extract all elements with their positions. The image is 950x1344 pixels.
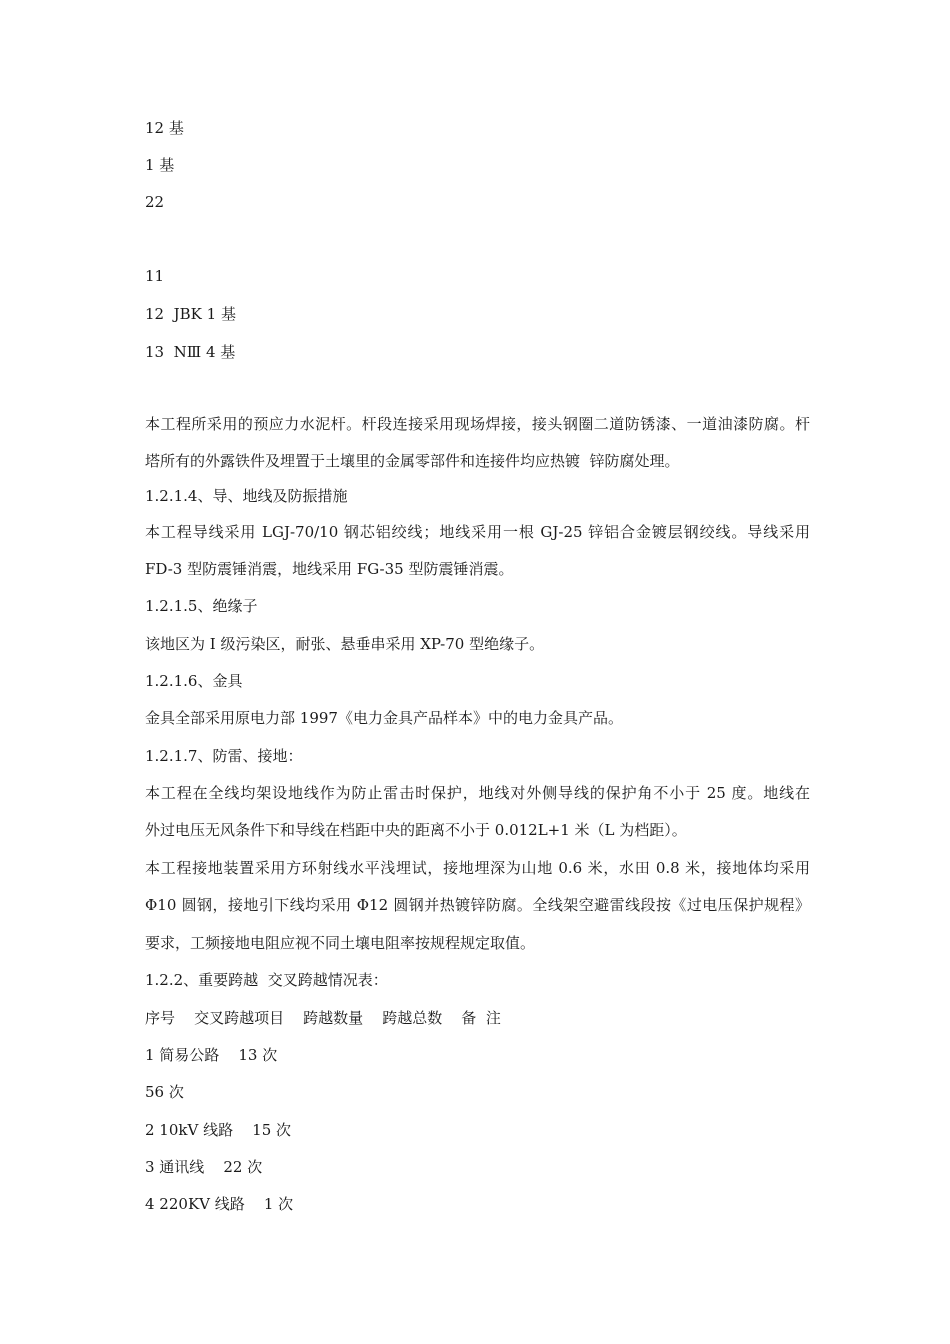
text-line: 22	[145, 193, 165, 211]
table-row: 56 次	[145, 1083, 184, 1101]
paragraph-line: 塔所有的外露铁件及埋置于土壤里的金属零部件和连接件均应热镀 锌防腐处理。	[145, 452, 680, 470]
paragraph-line: FD-3 型防震锤消震，地线采用 FG-35 型防震锤消震。	[145, 560, 514, 578]
table-row: 1 简易公路 13 次	[145, 1046, 278, 1064]
section-heading: 1.2.1.4、导、地线及防振措施	[145, 487, 348, 505]
paragraph-line: 本工程接地装置采用方环射线水平浅埋试，接地埋深为山地 0.6 米，水田 0.8 米，接地体均采用	[145, 859, 810, 877]
paragraph-line: 外过电压无风条件下和导线在档距中央的距离不小于 0.012L+1 米（L 为档距）。	[145, 821, 687, 839]
table-header-line: 序号 交叉跨越项目 跨越数量 跨越总数 备 注	[145, 1009, 501, 1027]
text-line: 12 JBK 1 基	[145, 305, 236, 323]
text-line: 13 NⅢ 4 基	[145, 343, 236, 361]
text-line: 1 基	[145, 156, 175, 174]
section-heading: 1.2.1.5、绝缘子	[145, 597, 258, 615]
table-row: 3 通讯线 22 次	[145, 1158, 263, 1176]
text-line: 11	[145, 267, 165, 285]
paragraph-line: 该地区为 I 级污染区，耐张、悬垂串采用 XP-70 型绝缘子。	[145, 635, 545, 653]
paragraph-line: 要求，工频接地电阻应视不同土壤电阻率按规程规定取值。	[145, 934, 536, 952]
section-heading: 1.2.1.6、金具	[145, 672, 243, 690]
paragraph-line: 本工程在全线均架设地线作为防止雷击时保护，地线对外侧导线的保护角不小于 25 度。地线在	[145, 784, 810, 802]
text-line: 12 基	[145, 119, 184, 137]
paragraph-line: 本工程导线采用 LGJ-70/10 钢芯铝绞线；地线采用一根 GJ-25 锌铝合金镀层钢绞线。导线采用	[145, 523, 810, 541]
section-heading: 1.2.2、重要跨越 交叉跨越情况表：	[145, 971, 388, 989]
paragraph-line: 金具全部采用原电力部 1997《电力金具产品样本》中的电力金具产品。	[145, 709, 623, 727]
section-heading: 1.2.1.7、防雷、接地：	[145, 747, 303, 765]
paragraph-line: Φ10 圆钢，接地引下线均采用 Φ12 圆钢并热镀锌防腐。全线架空避雷线段按《过电压保护规程》	[145, 896, 810, 914]
table-row: 4 220KV 线路 1 次	[145, 1195, 294, 1213]
paragraph-line: 本工程所采用的预应力水泥杆。杆段连接采用现场焊接，接头钢圈二道防锈漆、一道油漆防腐。杆	[145, 415, 810, 433]
table-row: 2 10kV 线路 15 次	[145, 1121, 292, 1139]
